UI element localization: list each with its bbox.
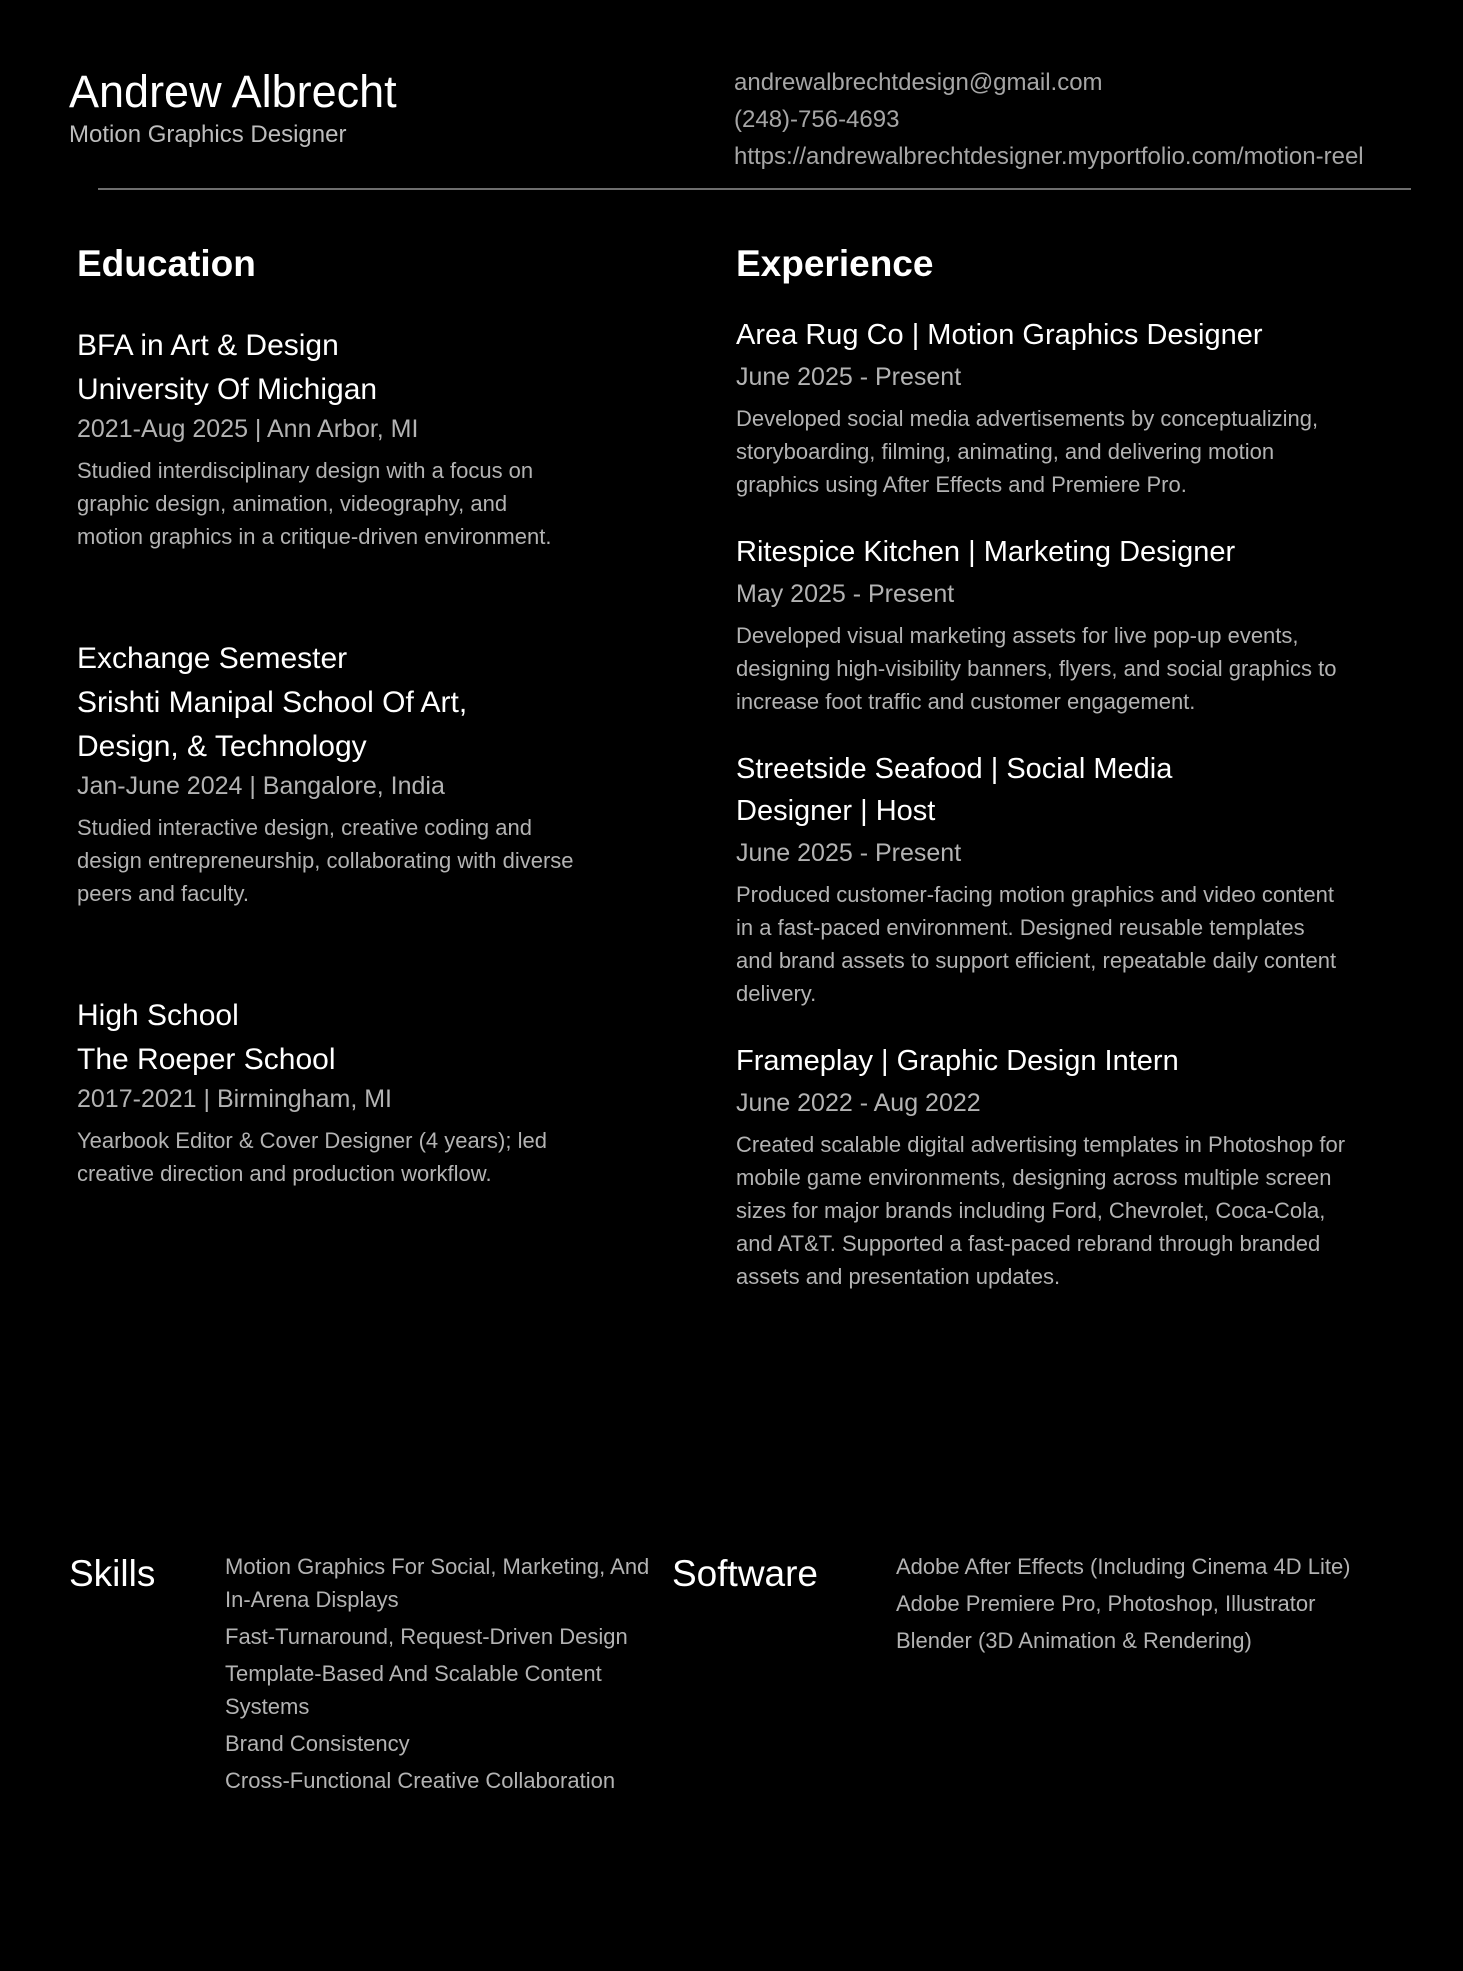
experience-entry [736,748,1356,1010]
experience-dates: May 2025 - Present [736,580,955,608]
contact-info [734,64,1364,175]
experience-entry [736,314,1356,501]
education-school: University Of Michigan [77,373,378,406]
experience-title: Area Rug Co | Motion Graphics Designer [736,319,1263,351]
skills-list [225,1550,665,1801]
education-entry [77,994,597,1190]
skill-item: Fast-Turnaround, Request-Driven Design [225,1624,628,1649]
experience-description: Developed social media advertisements by conceptualizing, storyboarding, filming, animating, and delivering motion graphics using After Effects and Premiere Pro. [736,406,1319,497]
skills-heading: Skills [69,1553,156,1594]
education-entry [77,324,597,553]
education-description: Studied interactive design, creative coding and design entrepreneurship, collaborating with diverse peers and faculty. [77,815,574,906]
education-meta: Jan-June 2024 | Bangalore, India [77,772,445,800]
phone-number: (248)-756-4693 [734,106,900,133]
candidate-role: Motion Graphics Designer [69,121,347,148]
skill-item: Motion Graphics For Social, Marketing, And In-Arena Displays [225,1554,650,1612]
portfolio-link[interactable]: https://andrewalbrechtdesigner.myportfolio.com/motion-reel [734,143,1364,170]
software-item: Adobe After Effects (Including Cinema 4D Lite) [896,1554,1351,1579]
experience-title: Ritespice Kitchen | Marketing Designer [736,536,1236,568]
skill-item: Template-Based And Scalable Content Systems [225,1661,602,1719]
experience-title: Frameplay | Graphic Design Intern [736,1045,1179,1077]
software-list [896,1550,1366,1661]
skill-item: Brand Consistency [225,1731,410,1756]
experience-dates: June 2025 - Present [736,363,962,391]
experience-title: Streetside Seafood | Social Media Designer | Host [736,753,1173,827]
experience-dates: June 2022 - Aug 2022 [736,1089,981,1117]
candidate-name: Andrew Albrecht [69,66,397,117]
education-heading: Education [77,243,256,284]
email-link[interactable]: andrewalbrechtdesign@gmail.com [734,69,1103,96]
software-item: Blender (3D Animation & Rendering) [896,1628,1252,1653]
education-meta: 2021-Aug 2025 | Ann Arbor, MI [77,415,419,443]
software-item: Adobe Premiere Pro, Photoshop, Illustrator [896,1591,1316,1616]
education-meta: 2017-2021 | Birmingham, MI [77,1085,392,1113]
software-heading: Software [672,1553,819,1594]
experience-description: Created scalable digital advertising templates in Photoshop for mobile game environments, designing across multiple screen sizes for major brands including Ford, Chevrolet, Coca-Cola, and AT&T. Supported a fast-paced rebrand through branded assets and presentation updates. [736,1132,1346,1289]
header-divider [98,188,1411,190]
education-degree: Exchange Semester [77,642,348,675]
education-school: Srishti Manipal School Of Art, Design, & Technology [77,686,468,763]
education-description: Yearbook Editor & Cover Designer (4 years); led creative direction and production workflow. [77,1128,547,1186]
education-section [77,238,597,1190]
experience-dates: June 2025 - Present [736,839,962,867]
skill-item: Cross-Functional Creative Collaboration [225,1768,616,1793]
education-entry [77,637,597,910]
experience-description: Developed visual marketing assets for live pop-up events, designing high-visibility banners, flyers, and social graphics to increase foot traffic and customer engagement. [736,623,1337,714]
experience-heading: Experience [736,243,934,284]
education-degree: High School [77,999,239,1032]
experience-description: Produced customer-facing motion graphics and video content in a fast-paced environment. Designed reusable templates and brand assets to support efficient, repeatable daily content delivery. [736,882,1337,1006]
education-school: The Roeper School [77,1043,336,1076]
education-description: Studied interdisciplinary design with a focus on graphic design, animation, videography, and motion graphics in a critique-driven environment. [77,458,552,549]
experience-entry [736,531,1356,718]
experience-section [736,238,1356,1293]
education-degree: BFA in Art & Design [77,329,339,362]
experience-entry [736,1040,1356,1293]
